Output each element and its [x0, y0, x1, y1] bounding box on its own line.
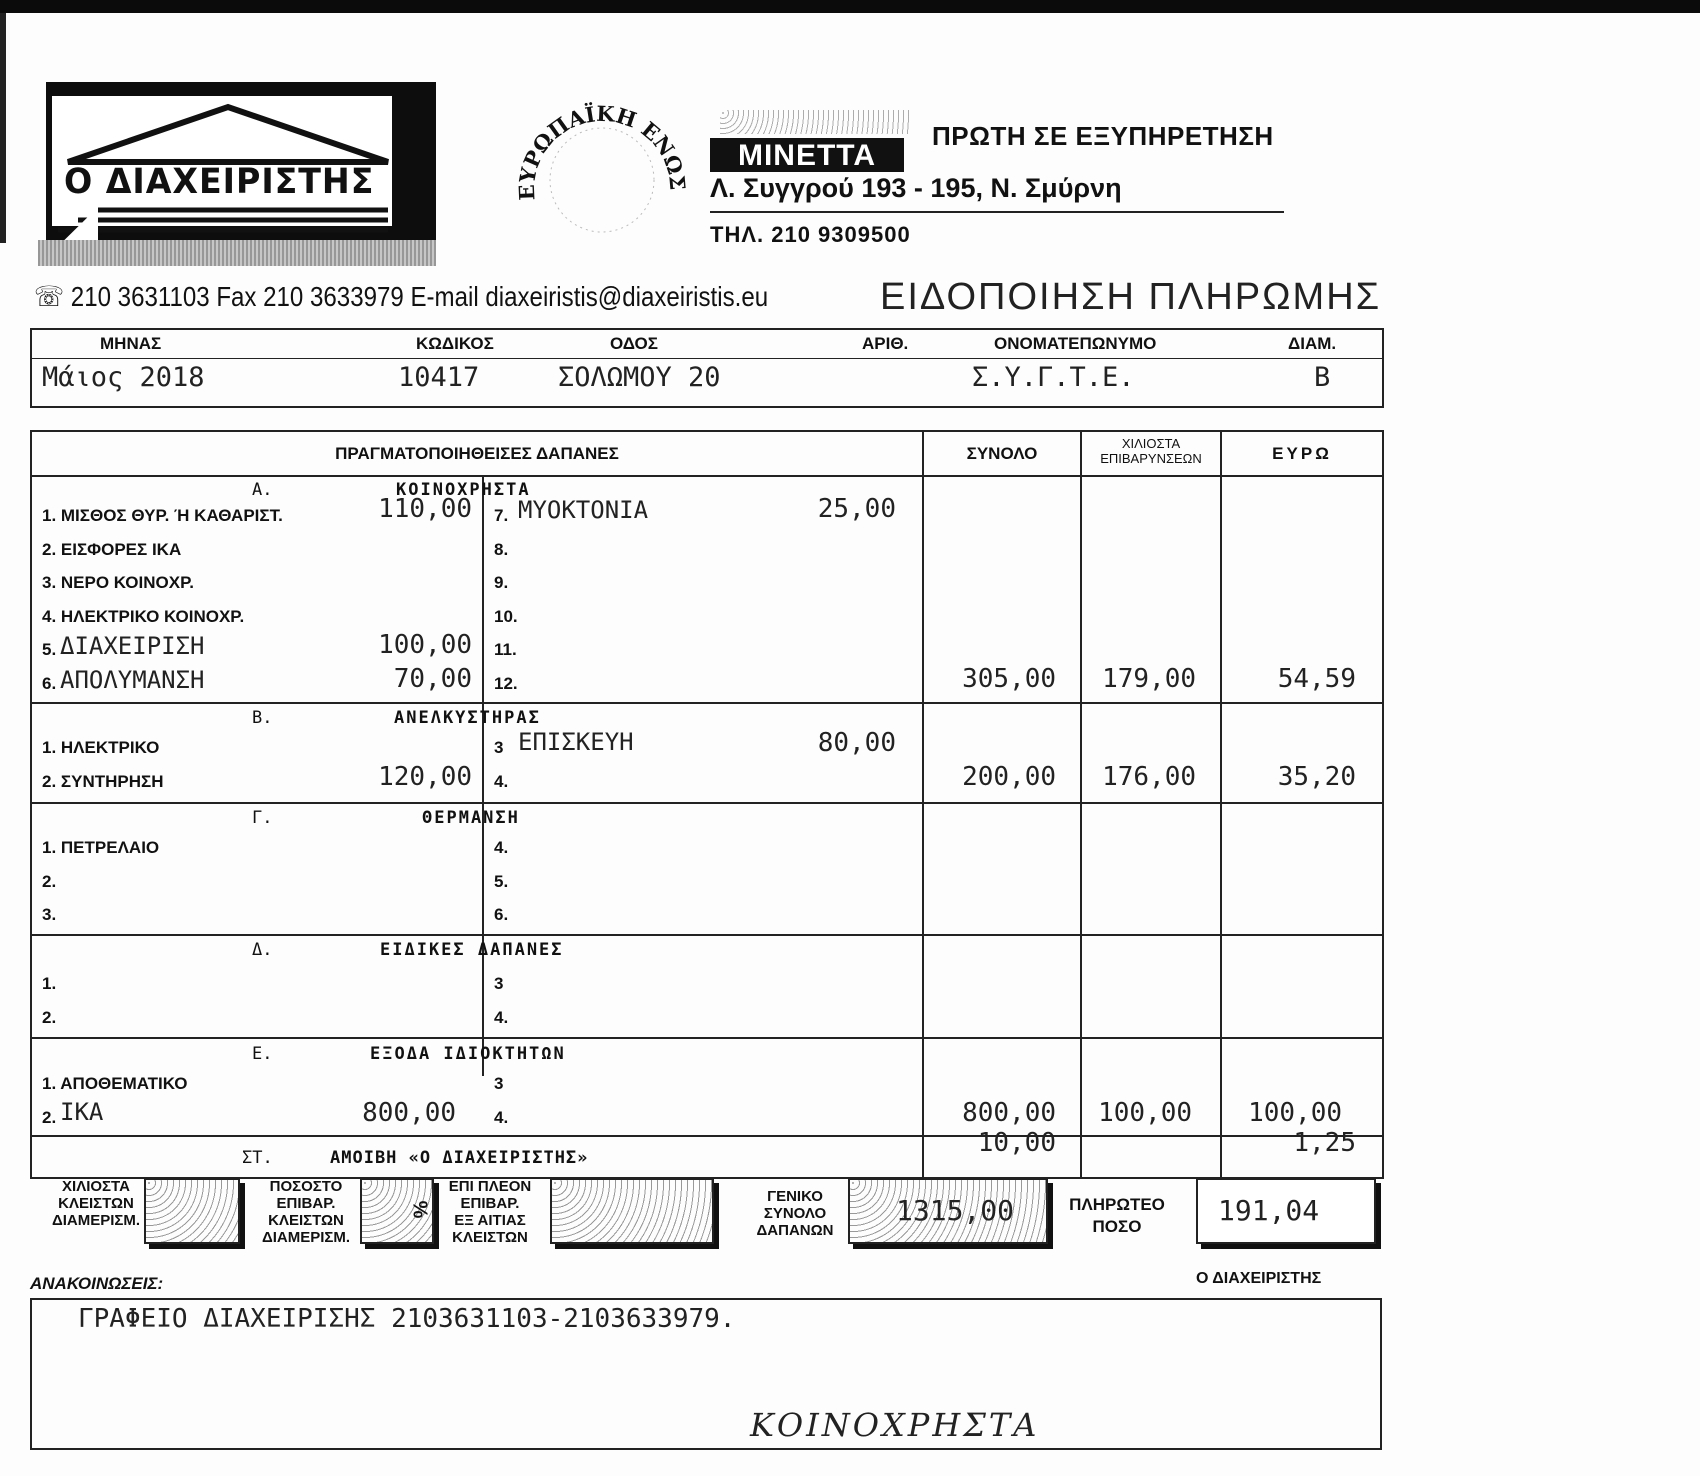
- announcements-box: [30, 1298, 1382, 1450]
- line-item-fill: ΔΙΑΧΕΙΡΙΣΗ: [60, 632, 205, 660]
- section-total: 10,00: [977, 1128, 1056, 1158]
- line-item: 5.: [42, 640, 57, 659]
- section-letter: Α.: [252, 480, 273, 500]
- section-permille: 176,00: [1102, 762, 1196, 792]
- line-item: 5.: [494, 872, 509, 891]
- manager-signature-label: Ο ΔΙΑΧΕΙΡΙΣΤΗΣ: [1196, 1270, 1322, 1287]
- scan-top-border: [0, 0, 1700, 13]
- document-title: ΕΙΔΟΠΟΙΗΣΗ ΠΛΗΡΩΜΗΣ: [880, 276, 1382, 318]
- percent-box: [360, 1178, 434, 1244]
- line-item: 6.: [494, 905, 509, 924]
- contact-line: [34, 280, 768, 313]
- divider: [710, 211, 1284, 213]
- line-item: 2. ΕΙΣΦΟΡΕΣ ΙΚΑ: [42, 540, 182, 559]
- line-item: 1. ΠΕΤΡΕΛΑΙΟ: [42, 838, 160, 857]
- percent-label: ΠΟΣΟΣΤΟ ΕΠΙΒΑΡ. ΚΛΕΙΣΤΩΝ ΔΙΑΜΕΡΙΣΜ.: [261, 1178, 351, 1246]
- closed-permille-label: ΧΙΛΙΟΣΤΑ ΚΛΕΙΣΤΩΝ ΔΙΑΜΕΡΙΣΜ.: [51, 1178, 141, 1229]
- line-item: 1. ΑΠΟΘΕΜΑΤΙΚΟ: [42, 1074, 188, 1093]
- line-item: 4. ΗΛΕΚΤΡΙΚΟ ΚΟΙΝΟΧΡ.: [42, 607, 245, 626]
- contact-text: 210 3631103 Fax 210 3633979 E-mail diaxeiristis@diaxeiristis.eu: [70, 281, 769, 312]
- line-item: 7.: [494, 506, 509, 525]
- line-item-fill: ΙΚΑ: [60, 1098, 104, 1126]
- line-item: 2.: [42, 1008, 57, 1027]
- line-item: 8.: [494, 540, 509, 559]
- announcement-text: ΓΡΑΦΕΙΟ ΔΙΑΧΕΙΡΙΣΗΣ 2103631103-2103633979.: [78, 1304, 736, 1334]
- amount: 120,00: [378, 762, 472, 792]
- line-item: 1.: [42, 974, 57, 993]
- total-header: ΣΥΝΟΛΟ: [966, 444, 1038, 463]
- line-item: 3: [494, 974, 504, 993]
- announcements-label: ΑΝΑΚΟΙΝΩΣΕΙΣ:: [30, 1274, 164, 1293]
- extra-charge-label: ΕΠΙ ΠΛΕΟΝ ΕΠΙΒΑΡ. ΕΞ ΑΙΤΙΑΣ ΚΛΕΙΣΤΩΝ: [448, 1178, 532, 1246]
- permille-header: ΧΙΛΙΟΣΤΑ ΕΠΙΒΑΡΥΝΣΕΩΝ: [1100, 436, 1202, 466]
- payable-label: ΠΛΗΡΩΤΕΟ ΠΟΣΟ: [1069, 1195, 1165, 1236]
- line-item: 3: [494, 738, 504, 757]
- payable-value: 191,04: [1218, 1194, 1320, 1227]
- line-item: 3.: [42, 905, 57, 924]
- grand-total-value: 1315,00: [896, 1194, 1015, 1227]
- telephone-icon: ☏: [34, 281, 65, 312]
- grand-total-box: [848, 1178, 1048, 1244]
- slogan: ΠΡΩΤΗ ΣΕ ΕΞΥΠΗΡΕΤΗΣΗ: [932, 121, 1274, 151]
- line-item: 1. ΗΛΕΚΤΡΙΚΟ: [42, 738, 160, 757]
- payable-box: [1196, 1178, 1376, 1244]
- section-title: ΑΝΕΛΚΥΣΤΗΡΑΣ: [394, 708, 541, 728]
- line-item: 6.: [42, 674, 57, 693]
- section-permille: 179,00: [1102, 664, 1196, 694]
- info-box: [30, 328, 1384, 408]
- line-item: 2. ΣΥΝΤΗΡΗΣΗ: [42, 772, 164, 791]
- logo-title: Ο ΔΙΑΧΕΙΡΙΣΤΗΣ: [64, 162, 375, 202]
- street-label: ΟΔΟΣ: [610, 334, 658, 353]
- section-euro: 54,59: [1277, 664, 1356, 694]
- minetta-dots: [720, 110, 910, 134]
- handwritten-note: ΚΟΙΝΟΧΡΗΣΤΑ: [750, 1406, 1040, 1444]
- month-label: ΜΗΝΑΣ: [100, 334, 162, 353]
- section-letter: Β.: [252, 708, 273, 728]
- section-total: 305,00: [962, 664, 1056, 694]
- line-item-fill: ΑΠΟΛΥΜΑΝΣΗ: [60, 666, 205, 694]
- company-phone: ΤΗΛ. 210 9309500: [710, 222, 911, 247]
- extra-charge-box: [550, 1178, 714, 1244]
- line-item: 3. ΝΕΡΟ ΚΟΙΝΟΧΡ.: [42, 573, 194, 592]
- amount: 70,00: [393, 664, 472, 694]
- amount: 100,00: [378, 630, 472, 660]
- street-value: ΣΟΛΩΜΟΥ 20: [558, 362, 721, 393]
- line-item: 10.: [494, 607, 518, 626]
- section-letter: Ε.: [252, 1044, 273, 1064]
- line-item: 2.: [42, 1108, 57, 1127]
- code-label: ΚΩΔΙΚΟΣ: [416, 334, 494, 353]
- section-title: ΘΕΡΜΑΝΣΗ: [422, 808, 520, 828]
- amount: 80,00: [817, 728, 896, 758]
- number-label: ΑΡΙΘ.: [862, 334, 909, 353]
- section-letter: ΣΤ.: [242, 1148, 273, 1168]
- eu-seal-icon: [510, 80, 690, 240]
- name-label: ΟΝΟΜΑΤΕΠΩΝΥΜΟ: [994, 334, 1157, 353]
- company-address: Λ. Συγγρού 193 - 195, Ν. Σμύρνη: [710, 173, 1122, 203]
- svg-text:ΕΥΡΩΠΑΪΚΗ ΕΝΩΣΙΣ: [510, 80, 690, 201]
- diaxeiristis-logo: [38, 82, 430, 268]
- section-letter: Γ.: [252, 808, 273, 828]
- section-title: ΑΜΟΙΒΗ «Ο ΔΙΑΧΕΙΡΙΣΤΗΣ»: [330, 1148, 589, 1168]
- percent-sign: %: [408, 1200, 431, 1219]
- amount: 800,00: [362, 1098, 456, 1128]
- section-euro: 1,25: [1293, 1128, 1356, 1158]
- apartment-label: ΔΙΑΜ.: [1288, 334, 1337, 353]
- line-item: 4.: [494, 772, 509, 791]
- line-item: 1. ΜΙΣΘΟΣ ΘΥΡ. Ή ΚΑΘΑΡΙΣΤ.: [42, 506, 283, 525]
- amount: 110,00: [378, 494, 472, 524]
- line-item: 4.: [494, 1108, 509, 1127]
- code-value: 10417: [398, 362, 480, 393]
- line-item: 2.: [42, 872, 57, 891]
- line-item-fill: ΜΥΟΚΤΟΝΙΑ: [518, 496, 649, 524]
- euro-header: ΕΥΡΩ: [1272, 444, 1332, 463]
- section-title: ΚΟΙΝΟΧΡΗΣΤΑ: [396, 480, 531, 500]
- amount: 25,00: [817, 494, 896, 524]
- section-letter: Δ.: [252, 940, 273, 960]
- section-permille: 100,00: [1098, 1098, 1192, 1128]
- grand-total-label: ΓΕΝΙΚΟ ΣΥΝΟΛΟ ΔΑΠΑΝΩΝ: [756, 1188, 834, 1239]
- expenses-table: [30, 430, 1384, 1179]
- line-item: 4.: [494, 838, 509, 857]
- section-title: ΕΙΔΙΚΕΣ ΔΑΠΑΝΕΣ: [380, 940, 564, 960]
- section-euro: 100,00: [1248, 1098, 1342, 1128]
- section-euro: 35,20: [1277, 762, 1356, 792]
- section-total: 800,00: [962, 1098, 1056, 1128]
- section-total: 200,00: [962, 762, 1056, 792]
- line-item: 4.: [494, 1008, 509, 1027]
- minetta-logo: MINETTA: [710, 138, 904, 172]
- expenses-header: ΠΡΑΓΜΑΤΟΠΟΙΗΘΕΙΣΕΣ ΔΑΠΑΝΕΣ: [335, 444, 619, 463]
- line-item: 3: [494, 1074, 504, 1093]
- apartment-value: Β: [1314, 362, 1331, 393]
- summary-row: [30, 1176, 1380, 1252]
- section-title: ΕΞΟΔΑ ΙΔΙΟΚΤΗΤΩΝ: [370, 1044, 566, 1064]
- line-item-fill: ΕΠΙΣΚΕΥΗ: [518, 728, 634, 756]
- line-item: 9.: [494, 573, 509, 592]
- seal-text: ΕΥΡΩΠΑΪΚΗ ΕΝΩΣ: [513, 100, 690, 202]
- closed-permille-box: [144, 1178, 240, 1244]
- scan-left-border: [0, 13, 6, 243]
- line-item: 12.: [494, 674, 518, 693]
- line-item: 11.: [494, 640, 517, 659]
- name-value: Σ.Υ.Γ.Τ.Ε.: [972, 362, 1135, 393]
- month-value: Μάιος 2018: [42, 362, 205, 393]
